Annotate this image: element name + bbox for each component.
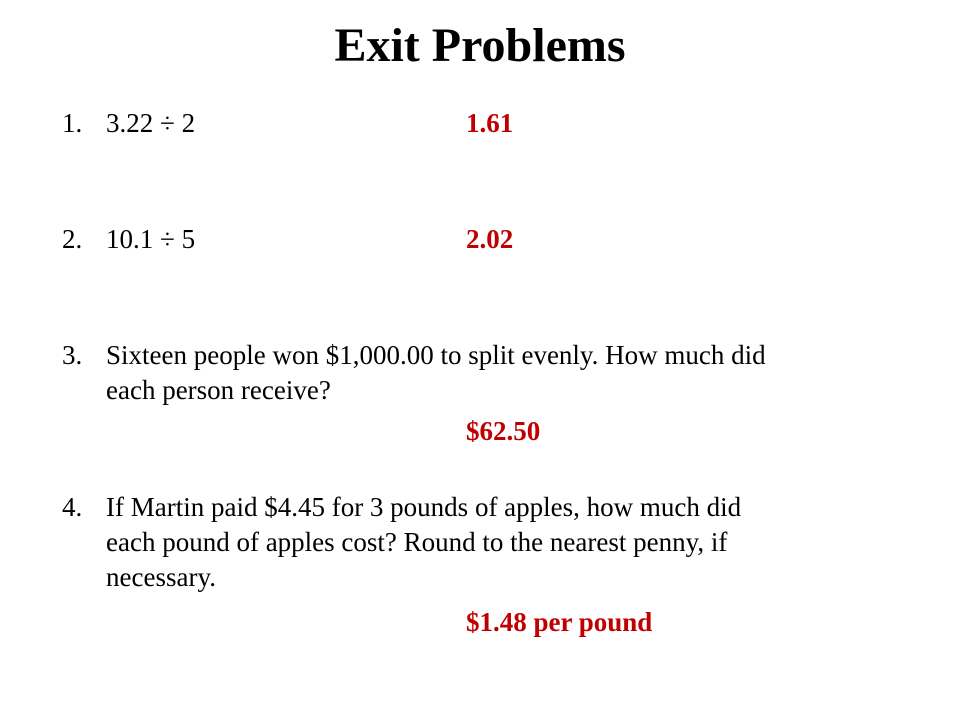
- problem-number: 3.: [62, 340, 83, 370]
- problem-line: 3.22 ÷ 2: [106, 108, 196, 138]
- problem-line: If Martin paid $4.45 for 3 pounds of apples, how much did: [106, 492, 742, 522]
- problem-number: 2.: [62, 224, 83, 254]
- problem-number: 1.: [62, 108, 83, 138]
- answer-4: $1.48 per pound: [466, 607, 653, 637]
- slide-title: Exit Problems: [334, 19, 626, 72]
- problem-line: 10.1 ÷ 5: [106, 224, 196, 254]
- problem-number: 4.: [62, 492, 83, 522]
- problem-text: [106, 338, 896, 408]
- problem-line: necessary.: [106, 562, 216, 592]
- problem-line: Sixteen people won $1,000.00 to split evenly. How much did: [106, 340, 766, 370]
- problem-text: [106, 490, 896, 595]
- problem-line: each pound of apples cost? Round to the nearest penny, if: [106, 527, 728, 557]
- problem-line: each person receive?: [106, 375, 331, 405]
- answer-2: 2.02: [466, 224, 514, 254]
- answer-3: $62.50: [466, 416, 541, 446]
- answer-1: 1.61: [466, 108, 514, 138]
